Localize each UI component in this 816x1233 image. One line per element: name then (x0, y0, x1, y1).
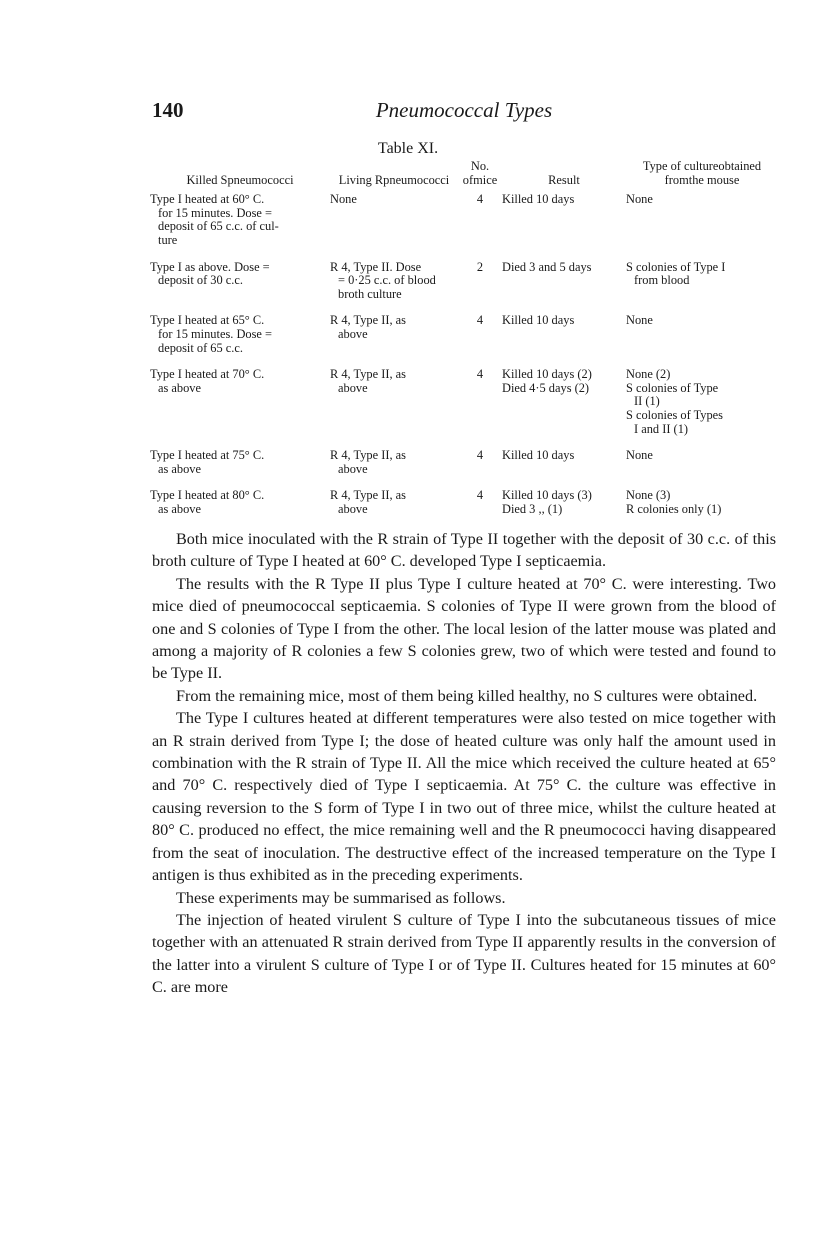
paragraph: From the remaining mice, most of them being killed healthy, no S cultures were obtained. (176, 686, 758, 705)
paragraph: The Type I cultures heated at different temperatures were also tested on mice together with an R strain derived from Type I; the dose of heated culture was only half the amount used in combination with the R strain of Type II. All the mice which received the culture heated at 65° and 70° C. respectively died of Type I septicaemia. At 75° C. the culture was effective in causing reversion to the S form of Type I in two out of three mice, whilst the culture heated at 80° C. produced no effect, the mice remaining well and the R pneumococci having disappeared from the seat of inoculation. The destructive effect of the increased temperature on the Type I antigen is thus exhibited as in the preceding experiments. (152, 709, 776, 885)
cell-line: S colonies of Type I (626, 259, 726, 274)
cell-line: Killed 10 days (502, 448, 575, 463)
cell-killed-s (150, 261, 330, 315)
cell-line: Type I heated at 60° C. (150, 192, 265, 207)
cell-living-r (330, 449, 458, 489)
cell-line: for 15 minutes. Dose = (158, 326, 273, 341)
cell-result (502, 193, 626, 260)
cell-line: Killed 10 days (502, 192, 575, 207)
cell-line: R 4, Type II, as (330, 367, 406, 382)
paragraph: The injection of heated virulent S culture of Type I into the subcutaneous tissues of mice together with an attenuated R strain derived from Type II apparently results in the conversion of the latter into a virulent S culture of Type I or of Type II. Cultures heated for 15 minutes at 60° C. are more (152, 910, 776, 997)
cell-living-r (330, 314, 458, 368)
cell-line: deposit of 30 c.c. (158, 273, 243, 288)
cell-line: broth culture (338, 286, 402, 301)
cell-result (502, 368, 626, 449)
cell-result (502, 261, 626, 315)
cell-culture-type (626, 314, 778, 368)
cell-killed-s (150, 193, 330, 260)
cell-line: for 15 minutes. Dose = (158, 205, 273, 220)
table-row (150, 314, 778, 368)
cell-line: None (330, 192, 357, 207)
cell-line: Killed 10 days (2) (502, 367, 592, 382)
cell-line: Type I heated at 65° C. (150, 313, 265, 328)
cell-line: as above (158, 380, 202, 395)
table-body (150, 193, 778, 529)
paragraph: The results with the R Type II plus Type I culture heated at 70° C. were interesting. Two mice died of pneumococcal septicaemia. S colonies of Type II were grown from the blood of one and S colonies of Type I from the other. The local lesion of the latter mouse was plated and among a majority of R colonies a few S colonies grew, two of which were tested and found to be Type II. (152, 574, 776, 683)
cell-line: Died 3 and 5 days (502, 259, 592, 274)
cell-living-r (330, 261, 458, 315)
cell-living-r (330, 368, 458, 449)
header-line: pneumococci (227, 172, 294, 187)
cell-line: R 4, Type II. Dose (330, 259, 422, 274)
cell-living-r (330, 489, 458, 529)
table-row (150, 449, 778, 489)
header-line: mice (473, 172, 498, 187)
header-culture-type (626, 160, 778, 193)
header-line: Result (548, 172, 580, 187)
cell-line: Type I heated at 70° C. (150, 367, 265, 382)
cell-living-r (330, 193, 458, 260)
cell-culture-type (626, 368, 778, 449)
cell-mice-count: 2 (476, 259, 484, 274)
cell-result (502, 449, 626, 489)
cell-line: S colonies of Type (626, 380, 719, 395)
cell-line: II (1) (634, 394, 660, 409)
cell-line: Died 3 ,, (1) (502, 501, 563, 516)
header-living-r (330, 160, 458, 193)
cell-line: Killed 10 days (3) (502, 488, 592, 503)
cell-line: None (3) (626, 488, 671, 503)
cell-line: R 4, Type II, as (330, 313, 406, 328)
cell-mice-count: 4 (476, 367, 484, 382)
header-line: the mouse (688, 172, 740, 187)
cell-line: R 4, Type II, as (330, 488, 406, 503)
cell-culture-type (626, 193, 778, 260)
paragraph: Both mice inoculated with the R strain of Type II together with the deposit of 30 c.c. of this broth culture of Type I heated at 60° C. developed Type I septicaemia. (152, 530, 776, 571)
cell-line: R colonies only (1) (626, 501, 722, 516)
cell-line: Type I heated at 80° C. (150, 488, 265, 503)
table-row (150, 261, 778, 315)
cell-line: R 4, Type II, as (330, 448, 406, 463)
cell-line: Died 4·5 days (2) (502, 380, 590, 395)
header-line: Living R (338, 172, 384, 187)
cell-line: None (626, 192, 653, 207)
cell-line: Type I heated at 75° C. (150, 448, 265, 463)
cell-result (502, 314, 626, 368)
cell-mice-count: 4 (476, 488, 484, 503)
cell-mice-count: 4 (476, 313, 484, 328)
cell-line: = 0·25 c.c. of blood (338, 273, 436, 288)
cell-killed-s (150, 489, 330, 529)
cell-result (502, 489, 626, 529)
header-line: obtained from (664, 159, 762, 187)
header-line: Type of culture (642, 159, 719, 173)
cell-line: deposit of 65 c.c. of cul- (158, 219, 279, 234)
cell-line: above (338, 501, 368, 516)
running-title: Pneumococcal Types (375, 98, 553, 122)
cell-line: None (626, 448, 653, 463)
cell-line: from blood (634, 273, 690, 288)
cell-line: S colonies of Types (626, 407, 723, 422)
cell-line: deposit of 65 c.c. (158, 340, 243, 355)
cell-line: as above (158, 461, 202, 476)
table-title: Table XI. (377, 140, 439, 157)
header-line: Killed S (186, 172, 228, 187)
cell-line: above (338, 380, 368, 395)
body-text (152, 528, 776, 999)
table-row (150, 368, 778, 449)
header-line: No. of (462, 159, 490, 187)
header-line: pneumococci (383, 172, 450, 187)
cell-killed-s (150, 449, 330, 489)
table-row (150, 193, 778, 260)
table-row (150, 489, 778, 529)
header-killed-s (150, 160, 330, 193)
cell-line: above (338, 461, 368, 476)
cell-line: above (338, 326, 368, 341)
header-no-of-mice (458, 160, 502, 193)
table-header-row (150, 160, 778, 193)
cell-line: as above (158, 501, 202, 516)
cell-line: I and II (1) (634, 421, 689, 436)
results-table (150, 160, 778, 529)
cell-culture-type (626, 449, 778, 489)
paragraph: These experiments may be summarised as follows. (176, 888, 506, 907)
cell-culture-type (626, 489, 778, 529)
header-result (502, 160, 626, 193)
cell-killed-s (150, 368, 330, 449)
cell-line: ture (158, 232, 178, 247)
cell-culture-type (626, 261, 778, 315)
page-number: 140 (152, 98, 184, 122)
cell-line: None (626, 313, 653, 328)
cell-line: Type I as above. Dose = (150, 259, 270, 274)
cell-line: None (2) (626, 367, 671, 382)
cell-killed-s (150, 314, 330, 368)
cell-line: Killed 10 days (502, 313, 575, 328)
page-header (152, 98, 776, 132)
cell-mice-count: 4 (476, 448, 484, 463)
cell-mice-count: 4 (476, 192, 484, 207)
